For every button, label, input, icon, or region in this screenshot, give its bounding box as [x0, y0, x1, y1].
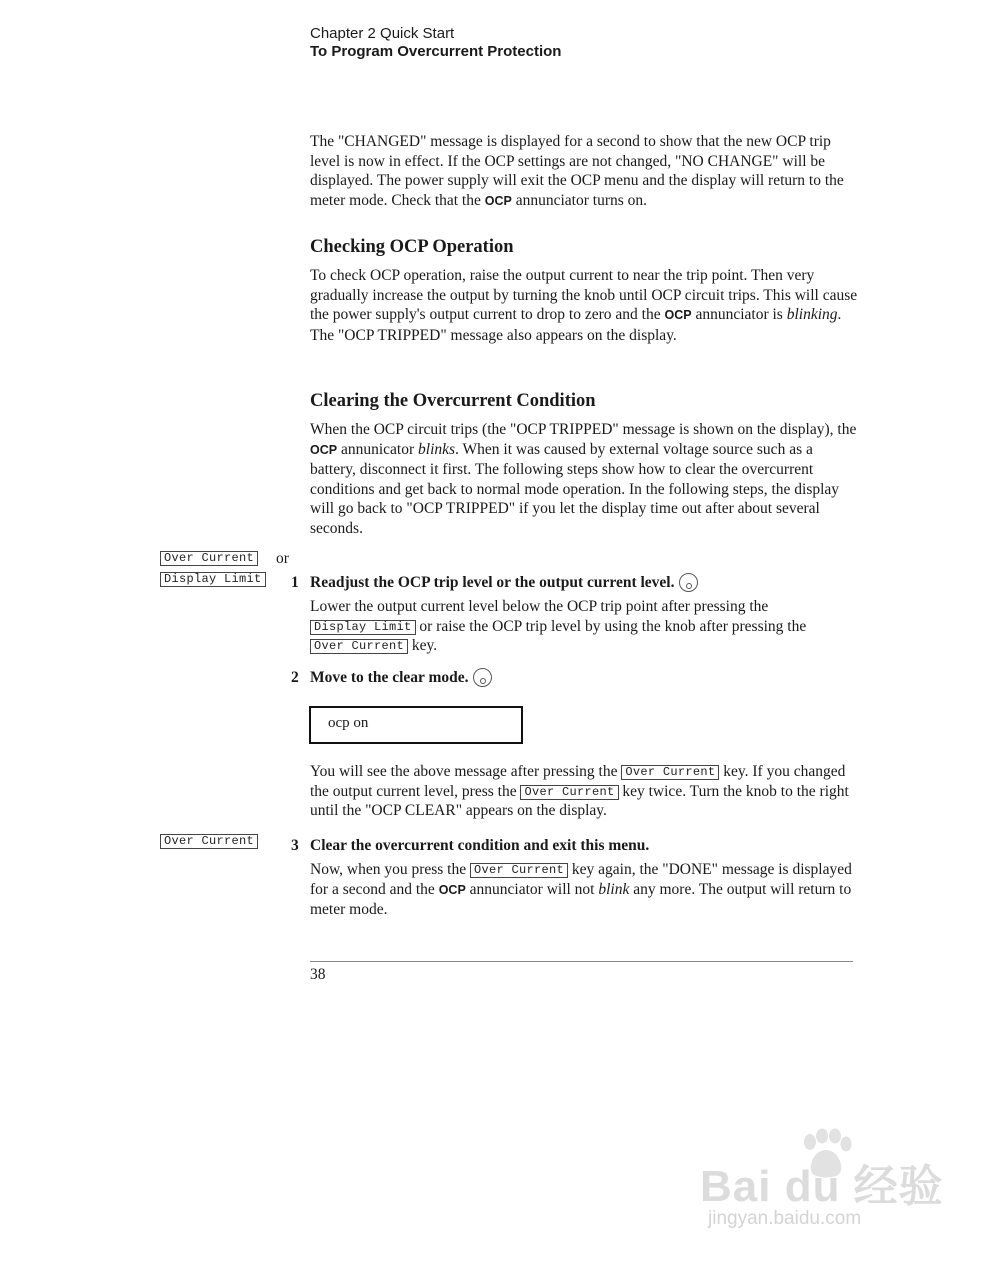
- over-current-key: Over Current: [520, 785, 618, 800]
- step2-title: Move to the clear mode.: [310, 668, 492, 688]
- step-number: 2: [291, 669, 299, 686]
- clearing-paragraph: When the OCP circuit trips (the "OCP TRIPPED" message is shown on the display), the OCP annunicator blinks. When it was caused by external voltage source such as a battery, disconnect it first. The following steps show how to clear the overcurrent conditions and get back to normal mode operation. In the following steps, the display will go back to "OCP TRIPPED" if you let the display time out after about several seconds.: [310, 421, 857, 537]
- changed-paragraph: The "CHANGED" message is displayed for a second to show that the new OCP trip level is now in effect. If the OCP settings are not changed, "NO CHANGE" will be displayed. The power supply will exit the OCP menu and the display will return to the meter mode. Check that the OCP annunciator turns on.: [310, 133, 844, 209]
- watermark-brand: Bai du 经验: [700, 1162, 944, 1211]
- front-panel-display: [309, 706, 523, 744]
- over-current-key: Over Current: [470, 863, 568, 878]
- step1-body: Lower the output current level below the OCP trip point after pressing the Display Limit or raise the OCP trip level by using the knob after pressing the Over Current key.: [310, 598, 807, 654]
- or-label: or: [276, 550, 289, 567]
- section-title: To Program Overcurrent Protection: [310, 43, 562, 60]
- knob-icon: [473, 668, 492, 687]
- step3-body: Now, when you press the Over Current key again, the "DONE" message is displayed for a second and the OCP annunciator will not blink any more. The output will return to meter mode.: [310, 861, 852, 918]
- step-number: 3: [291, 837, 299, 854]
- footer-rule: [310, 961, 853, 962]
- checking-paragraph: To check OCP operation, raise the output current to near the trip point. Then very gradually increase the output by turning the knob until OCP circuit trips. This will cause the power supply's output current to drop to zero and the OCP annunciator is blinking. The "OCP TRIPPED" message also appears on the display.: [310, 267, 858, 344]
- display-limit-key: Display Limit: [160, 572, 266, 587]
- chapter-title: Chapter 2 Quick Start: [310, 25, 455, 42]
- watermark-url: jingyan.baidu.com: [708, 1208, 862, 1229]
- clearing-heading: Clearing the Overcurrent Condition: [310, 391, 596, 411]
- step-number: 1: [291, 574, 299, 591]
- ocp-annunciator: OCP: [438, 882, 466, 897]
- checking-heading: Checking OCP Operation: [310, 237, 514, 257]
- knob-icon: [679, 573, 698, 592]
- ocp-annunciator: OCP: [310, 442, 338, 457]
- ocp-annunciator: OCP: [484, 193, 512, 208]
- step2-body: You will see the above message after pressing the Over Current key. If you changed the output current level, press the Over Current key twice. Turn the knob to the right until the "OCP CLEAR" appears on the display.: [310, 763, 849, 819]
- over-current-key: Over Current: [160, 834, 258, 849]
- step1-title: Readjust the OCP trip level or the output current level.: [310, 573, 698, 593]
- display-message: ocp on: [328, 715, 369, 731]
- over-current-key: Over Current: [310, 639, 408, 654]
- step3-title: Clear the overcurrent condition and exit this menu.: [310, 837, 650, 854]
- display-limit-key: Display Limit: [310, 620, 416, 635]
- ocp-annunciator: OCP: [664, 308, 692, 322]
- over-current-key: Over Current: [621, 765, 719, 780]
- over-current-key: Over Current: [160, 551, 258, 566]
- page-number: 38: [310, 966, 326, 983]
